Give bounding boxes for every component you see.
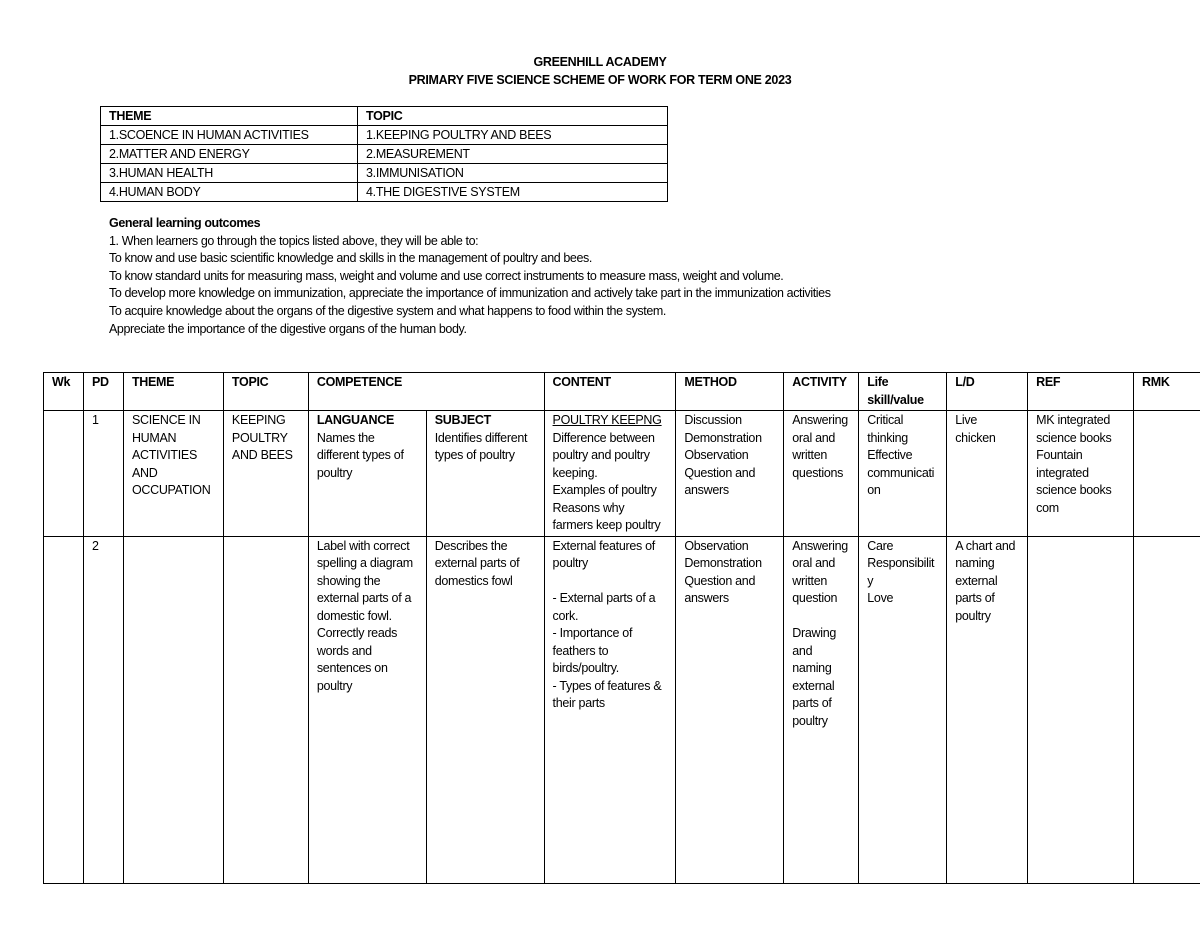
outcome-line: To know and use basic scientific knowledge and skills in the management of poultry and bees. (109, 251, 592, 266)
wk-cell (44, 536, 84, 883)
outcome-line: To acquire knowledge about the organs of the digestive system and what happens to food within the system. (109, 303, 666, 318)
subject-competence-cell (426, 536, 544, 883)
pd-cell: 2 (83, 536, 123, 883)
table-row (101, 126, 668, 145)
competence-header: COMPETENCE (308, 373, 544, 411)
language-competence-text: Names the different types of poultry (316, 430, 404, 480)
document-title: PRIMARY FIVE SCIENCE SCHEME OF WORK FOR TERM ONE 2023 (408, 73, 792, 87)
topic-cell: 4.THE DIGESTIVE SYSTEM (358, 183, 668, 202)
theme-cell: 4.HUMAN BODY (101, 183, 358, 202)
method-cell (676, 411, 784, 537)
method-header: METHOD (676, 373, 784, 411)
rmk-header: RMK (1133, 373, 1200, 411)
content-title: POULTRY KEEPNG (552, 413, 662, 427)
topic-cell: 2.MEASUREMENT (358, 145, 668, 164)
subject-competence-cell (426, 411, 544, 537)
subject-competence-text: Identifies different types of poultry (434, 430, 528, 462)
school-name: GREENHILL ACADEMY (533, 55, 667, 69)
activity-text: Answering oral and written questions (792, 413, 848, 480)
topic-header: TOPIC (223, 373, 308, 411)
activity-cell (784, 411, 859, 537)
life-skill-header: Life skill/value (859, 373, 947, 411)
theme-cell: 1.SCOENCE IN HUMAN ACTIVITIES (101, 126, 358, 145)
theme-cell: 3.HUMAN HEALTH (101, 164, 358, 183)
content-header: CONTENT (544, 373, 676, 411)
outcome-line: To develop more knowledge on immunization, appreciate the importance of immunization and actively take part in the immunization activities (109, 286, 831, 301)
topic-cell: 3.IMMUNISATION (358, 164, 668, 183)
content-text: Difference between poultry and poultry keeping. Examples of poultry Reasons why farmers keep poultry (552, 430, 661, 532)
theme-column-header: THEME (101, 107, 358, 126)
learning-outcomes (109, 215, 831, 338)
pd-cell: 1 (83, 411, 123, 537)
ref-header: REF (1028, 373, 1134, 411)
ref-text: MK integrated science books Fountain integrated science books com (1036, 413, 1112, 515)
ref-cell (1028, 411, 1134, 537)
life-skill-cell (859, 536, 947, 883)
table-row (44, 411, 1200, 537)
subject-competence-text: Describes the external parts of domestics fowl (434, 538, 520, 588)
content-text: External features of poultry - External parts of a cork. - Importance of feathers to birds/poultry. - Types of features & their parts (552, 538, 662, 710)
themes-topics-table (100, 106, 668, 202)
subject-label: SUBJECT (434, 413, 491, 427)
topic-cell: KEEPING POULTRY AND BEES (223, 411, 308, 537)
table-row (101, 164, 668, 183)
activity-cell (784, 536, 859, 883)
theme-cell: 2.MATTER AND ENERGY (101, 145, 358, 164)
activity-header: ACTIVITY (784, 373, 859, 411)
method-text: Discussion Demonstration Observation Question and answers (684, 413, 762, 497)
topic-cell (223, 536, 308, 883)
table-row (101, 183, 668, 202)
topic-cell: 1.KEEPING POULTRY AND BEES (358, 126, 668, 145)
language-competence-cell (308, 411, 426, 537)
ld-cell (947, 411, 1028, 537)
rmk-cell (1133, 411, 1200, 537)
method-cell (676, 536, 784, 883)
content-cell (544, 536, 676, 883)
method-text: Observation Demonstration Question and answers (684, 538, 762, 605)
scheme-of-work-table (43, 372, 1200, 884)
topic-column-header: TOPIC (358, 107, 668, 126)
theme-cell (123, 536, 223, 883)
wk-cell (44, 411, 84, 537)
ref-cell (1028, 536, 1134, 883)
activity-text: Answering oral and written question Drawing and naming external parts of poultry (792, 538, 848, 728)
ld-text: Live chicken (955, 413, 996, 445)
life-skill-cell (859, 411, 947, 537)
table-row (101, 145, 668, 164)
content-cell (544, 411, 676, 537)
theme-cell: SCIENCE IN HUMAN ACTIVITIES AND OCCUPATION (123, 411, 223, 537)
outcome-line: To know standard units for measuring mass, weight and volume and use correct instruments to measure mass, weight and volume. (109, 268, 784, 283)
ld-header: L/D (947, 373, 1028, 411)
wk-header: Wk (44, 373, 84, 411)
language-competence-cell (308, 536, 426, 883)
life-skill-text: Care Responsibilit y Love (867, 538, 935, 605)
ld-text: A chart and naming external parts of poultry (955, 538, 1016, 623)
table-row (44, 536, 1200, 883)
rmk-cell (1133, 536, 1200, 883)
language-label: LANGUANCE (316, 413, 395, 427)
pd-header: PD (83, 373, 123, 411)
outcome-line: Appreciate the importance of the digestive organs of the human body. (109, 321, 467, 336)
outcomes-heading: General learning outcomes (109, 216, 261, 230)
ld-cell (947, 536, 1028, 883)
life-skill-text: Critical thinking Effective communicati on (867, 413, 935, 497)
language-competence-text: Label with correct spelling a diagram showing the external parts of a domestic fowl. Correctly reads words and sentences on poultry (316, 538, 413, 693)
theme-header: THEME (123, 373, 223, 411)
outcome-line: 1. When learners go through the topics listed above, they will be able to: (109, 233, 479, 248)
